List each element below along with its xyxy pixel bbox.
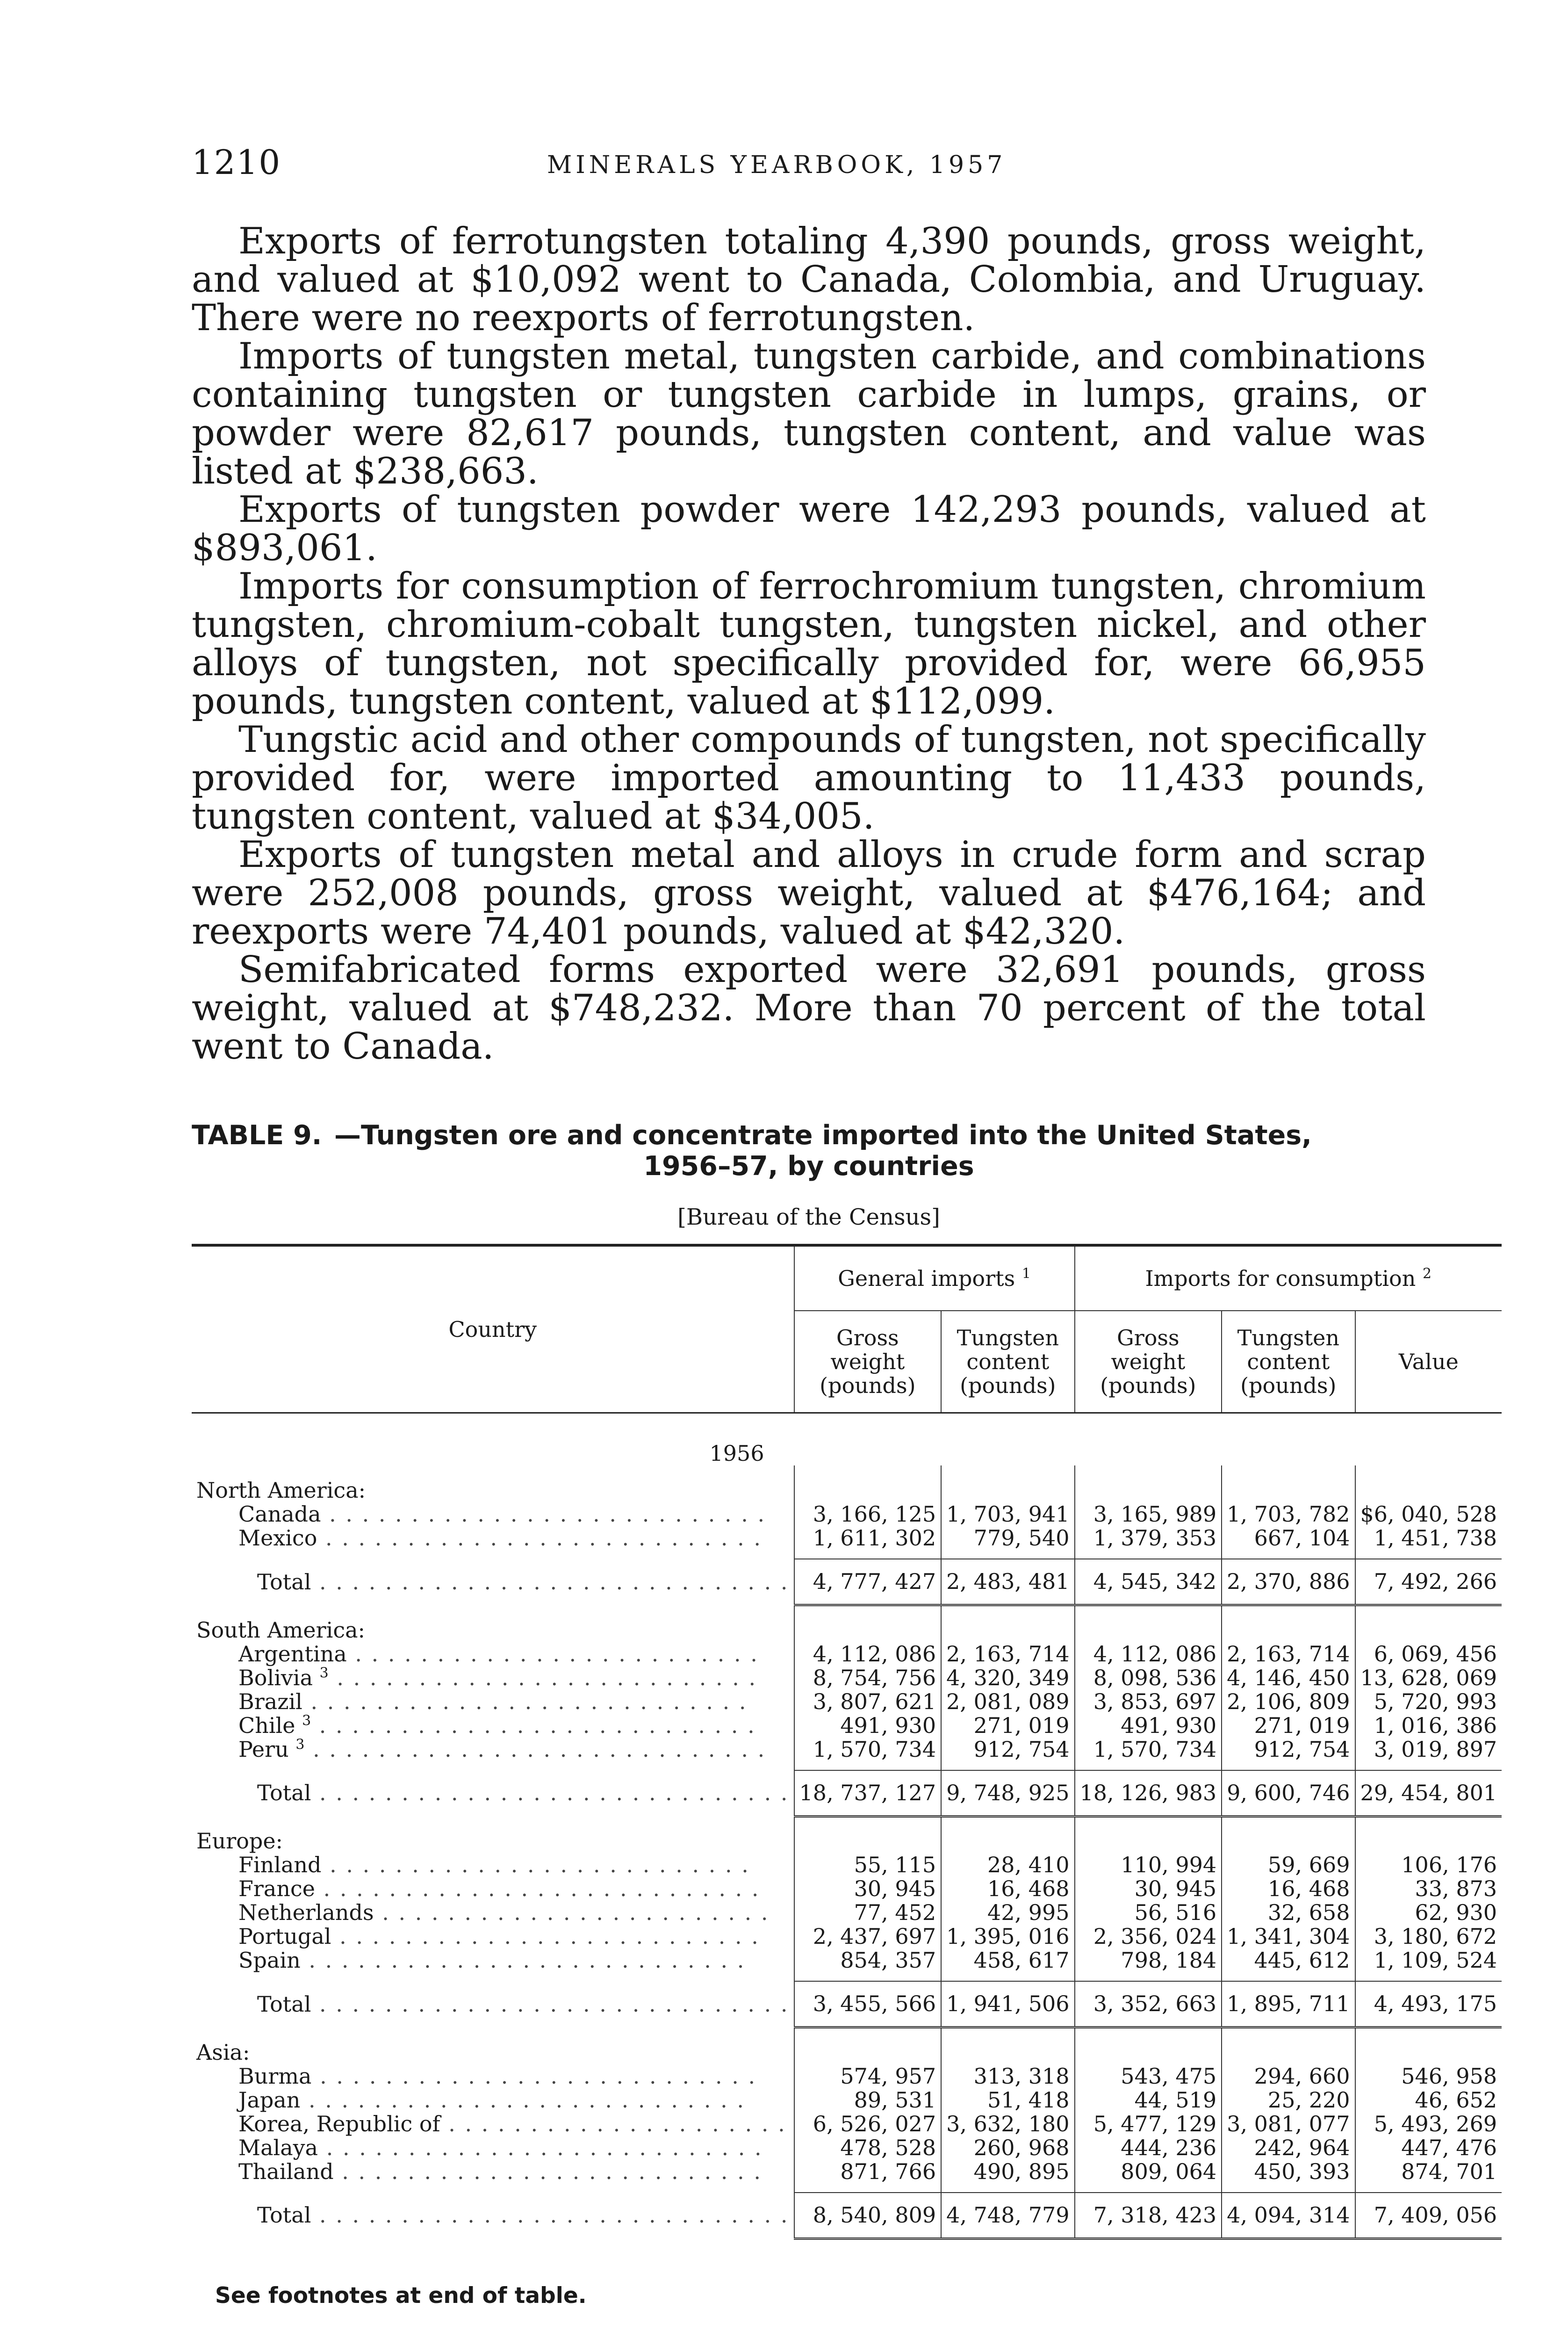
empty-cell <box>941 1605 1074 1642</box>
value-cell: 667, 104 <box>1222 1526 1355 1550</box>
country-cell <box>192 1714 794 1738</box>
total-label-cell <box>192 1981 794 2028</box>
value-cell: 62, 930 <box>1355 1901 1502 1925</box>
dot-leader: . . . . . . . . . . . . . . . . . . . . . . . . . . . <box>300 1948 746 1973</box>
country-cell <box>192 1948 794 1972</box>
year-label: 1956 <box>709 1441 764 1466</box>
total-value-cell: 8, 540, 809 <box>794 2193 942 2239</box>
total-label: Total <box>257 1991 311 2017</box>
total-label-cell <box>192 1559 794 1605</box>
value-cell: 44, 519 <box>1075 2088 1222 2112</box>
value-cell: 55, 115 <box>794 1853 942 1877</box>
region-row <box>192 2028 1502 2064</box>
empty-cell <box>1355 2028 1502 2064</box>
paragraph: Semifabricated forms exported were 32,691 pounds, gross weight, valued at $748,232. More than 70 percent of the total went to Canada. <box>192 949 1426 1068</box>
region-name: Europe: <box>196 1828 283 1854</box>
value-cell: 491, 930 <box>794 1714 942 1738</box>
value-cell: 543, 475 <box>1075 2064 1222 2088</box>
value-cell: 28, 410 <box>941 1853 1074 1877</box>
country-name: Japan <box>238 2087 301 2113</box>
spacer-row <box>192 1761 1502 1770</box>
value-cell: 2, 081, 089 <box>941 1690 1074 1714</box>
country-cell <box>192 1526 794 1550</box>
column-header-country: Country <box>192 1245 794 1413</box>
country-name: Finland <box>238 1852 322 1877</box>
paragraph: Exports of tungsten metal and alloys in crude form and scrap were 252,008 pounds, gross weight, valued at $476,164; and reexports were 74,401 pounds, valued at $42,320. <box>192 834 1426 953</box>
value-cell: 6, 526, 027 <box>794 2112 942 2136</box>
country-name: Brazil <box>238 1689 302 1714</box>
country-cell <box>192 2112 794 2136</box>
value-cell: 478, 528 <box>794 2136 942 2160</box>
value-cell: 809, 064 <box>1075 2160 1222 2184</box>
dot-leader: . . . . . . . . . . . . . . . . . . . . . . . . <box>374 1900 770 1925</box>
footnote-marker: 3 <box>302 1712 311 1729</box>
dot-leader: . . . . . . . . . . . . . . . . . . . . . . . . . . . <box>321 1501 766 1527</box>
country-name: Thailand <box>238 2158 334 2184</box>
empty-cell <box>1075 1816 1222 1853</box>
imports-table <box>192 1244 1502 2240</box>
empty-cell <box>1222 1550 1355 1559</box>
value-cell: 1, 570, 734 <box>794 1738 942 1761</box>
empty-cell <box>1222 1972 1355 1981</box>
total-label-cell <box>192 1770 794 1817</box>
value-cell: 1, 016, 386 <box>1355 1714 1502 1738</box>
dot-leader: . . . . . . . . . . . . . . . . . . . . . . . . . . . . . <box>311 1780 789 1806</box>
empty-cell <box>1075 1761 1222 1770</box>
value-cell: 42, 995 <box>941 1901 1074 1925</box>
empty-cell <box>192 1550 794 1559</box>
empty-cell <box>1355 1605 1502 1642</box>
total-row <box>192 1770 1502 1817</box>
empty-cell <box>1075 2028 1222 2064</box>
value-cell: 13, 628, 069 <box>1355 1666 1502 1690</box>
value-cell: 59, 669 <box>1222 1853 1355 1877</box>
dot-leader: . . . . . . . . . . . . . . . . . . . . . . . . . . <box>321 1852 750 1877</box>
table-row <box>192 1738 1502 1761</box>
value-cell: 2, 356, 024 <box>1075 1925 1222 1948</box>
value-cell: 450, 393 <box>1222 2160 1355 2184</box>
value-cell: 2, 163, 714 <box>941 1642 1074 1666</box>
spacer-row <box>192 1972 1502 1981</box>
value-cell: 5, 493, 269 <box>1355 2112 1502 2136</box>
table-row <box>192 2160 1502 2184</box>
value-cell: 4, 146, 450 <box>1222 1666 1355 1690</box>
value-cell: 1, 395, 016 <box>941 1925 1074 1948</box>
empty-cell <box>1222 2184 1355 2193</box>
country-name: Spain <box>238 1948 301 1973</box>
total-value-cell: 4, 493, 175 <box>1355 1981 1502 2028</box>
value-cell: 30, 945 <box>794 1877 942 1901</box>
value-cell: 25, 220 <box>1222 2088 1355 2112</box>
dot-leader: . . . . . . . . . . . . . . . . . . . . . . . . . . . <box>318 2135 763 2160</box>
total-value-cell: 1, 895, 711 <box>1222 1981 1355 2028</box>
value-cell: 447, 476 <box>1355 2136 1502 2160</box>
value-cell: 110, 994 <box>1075 1853 1222 1877</box>
dot-leader: . . . . . . . . . . . . . . . . . . . . . . . . . . . <box>315 1876 760 1901</box>
value-cell: 242, 964 <box>1222 2136 1355 2160</box>
table-row <box>192 1901 1502 1925</box>
value-cell: 46, 652 <box>1355 2088 1502 2112</box>
country-name: Portugal <box>238 1924 331 1949</box>
table-row <box>192 2112 1502 2136</box>
total-row <box>192 1559 1502 1605</box>
total-value-cell: 4, 777, 427 <box>794 1559 942 1605</box>
empty-cell <box>794 1465 942 1502</box>
value-cell: 271, 019 <box>1222 1714 1355 1738</box>
empty-cell <box>941 1816 1074 1853</box>
table-row <box>192 1690 1502 1714</box>
body-text <box>192 222 1426 1066</box>
value-cell: 32, 658 <box>1222 1901 1355 1925</box>
country-name: Netherlands <box>238 1900 374 1925</box>
country-cell <box>192 1901 794 1925</box>
page-number: 1210 <box>192 143 281 182</box>
footnote-marker: 1 <box>1021 1265 1031 1282</box>
country-name: Chile <box>238 1712 295 1738</box>
value-cell: 16, 468 <box>941 1877 1074 1901</box>
country-name: France <box>238 1876 315 1901</box>
value-cell: 260, 968 <box>941 2136 1074 2160</box>
total-value-cell: 7, 318, 423 <box>1075 2193 1222 2239</box>
paragraph: Tungstic acid and other compounds of tungsten, not specifically provided for, were imported amounting to 11,433 pounds, tungsten content, valued at $34,005. <box>192 719 1426 837</box>
value-cell: 4, 112, 086 <box>1075 1642 1222 1666</box>
table-row <box>192 1877 1502 1901</box>
value-cell: 106, 176 <box>1355 1853 1502 1877</box>
dot-leader: . . . . . . . . . . . . . . . . . . . . . . . . . . . <box>302 1689 748 1714</box>
total-value-cell: 3, 352, 663 <box>1075 1981 1222 2028</box>
value-cell: 30, 945 <box>1075 1877 1222 1901</box>
footnote-marker: 3 <box>295 1736 305 1753</box>
dot-leader: . . . . . . . . . . . . . . . . . . . . . . . . . . <box>331 1924 760 1949</box>
table-title-line2: 1956–57, by countries <box>643 1151 974 1182</box>
empty-cell <box>1222 1761 1355 1770</box>
empty-cell <box>794 1816 942 1853</box>
country-name: Argentina <box>238 1641 347 1667</box>
dot-leader: . . . . . . . . . . . . . . . . . . . . . . . . . . . <box>311 2063 757 2089</box>
running-head <box>192 143 1426 185</box>
value-cell: 5, 720, 993 <box>1355 1690 1502 1714</box>
paragraph: Imports for consumption of ferrochromium tungsten, chromium tungsten, chromium-cobalt tungsten, tungsten nickel, and other alloys of tungsten, not specifically provided for, were 66,955 pounds, tungsten content, valued at $112,099. <box>192 565 1426 722</box>
value-cell: 4, 112, 086 <box>794 1642 942 1666</box>
value-cell: 3, 165, 989 <box>1075 1502 1222 1526</box>
value-cell: 2, 163, 714 <box>1222 1642 1355 1666</box>
value-cell: 3, 807, 621 <box>794 1690 942 1714</box>
country-cell <box>192 1502 794 1526</box>
value-cell: 5, 477, 129 <box>1075 2112 1222 2136</box>
region-name: Asia: <box>196 2039 250 2065</box>
column-group-imports-for-consumption <box>1075 1245 1502 1311</box>
column-group-general-imports <box>794 1245 1075 1311</box>
country-name: Burma <box>238 2063 312 2089</box>
value-cell: 1, 109, 524 <box>1355 1948 1502 1972</box>
value-cell: 1, 341, 304 <box>1222 1925 1355 1948</box>
value-cell: 51, 418 <box>941 2088 1074 2112</box>
empty-cell <box>192 2184 794 2193</box>
empty-cell <box>1075 1605 1222 1642</box>
value-cell: 6, 069, 456 <box>1355 1642 1502 1666</box>
country-name: Bolivia <box>238 1665 313 1690</box>
table-row <box>192 1502 1502 1526</box>
dot-leader: . . . . . . . . . . . . . . . . . . . . . . . . . . . . <box>304 1736 766 1762</box>
table-row <box>192 1853 1502 1877</box>
table-row <box>192 1714 1502 1738</box>
value-cell: 3, 081, 077 <box>1222 2112 1355 2136</box>
table-title-line1: —Tungsten ore and concentrate imported into the United States, <box>334 1120 1312 1151</box>
value-cell: 3, 019, 897 <box>1355 1738 1502 1761</box>
empty-cell <box>192 1972 794 1981</box>
value-cell: 2, 106, 809 <box>1222 1690 1355 1714</box>
value-cell: 854, 357 <box>794 1948 942 1972</box>
total-value-cell: 18, 737, 127 <box>794 1770 942 1817</box>
value-cell: 77, 452 <box>794 1901 942 1925</box>
value-cell: 1, 703, 941 <box>941 1502 1074 1526</box>
dot-leader: . . . . . . . . . . . . . . . . . . . . . . . . . . . . . <box>311 1569 789 1595</box>
value-cell: 779, 540 <box>941 1526 1074 1550</box>
value-cell: 574, 957 <box>794 2064 942 2088</box>
value-cell: 2, 437, 697 <box>794 1925 942 1948</box>
value-cell: 491, 930 <box>1075 1714 1222 1738</box>
dot-leader: . . . . . . . . . . . . . . . . . . . . . . . . . . . <box>300 2087 745 2113</box>
table-row <box>192 2064 1502 2088</box>
total-label: Total <box>257 1569 311 1595</box>
footnote-marker: 2 <box>1423 1265 1432 1282</box>
country-name: Canada <box>238 1501 321 1527</box>
empty-cell <box>1222 1605 1355 1642</box>
country-cell <box>192 2160 794 2184</box>
total-value-cell: 18, 126, 983 <box>1075 1770 1222 1817</box>
table-row <box>192 2088 1502 2112</box>
total-row <box>192 2193 1502 2239</box>
table-row <box>192 1526 1502 1550</box>
empty-cell <box>794 2028 942 2064</box>
empty-cell <box>941 2184 1074 2193</box>
table-title <box>192 1120 1426 1182</box>
value-cell: 4, 320, 349 <box>941 1666 1074 1690</box>
empty-cell <box>794 1550 942 1559</box>
dot-leader: . . . . . . . . . . . . . . . . . . . . . . . . . . . <box>311 1712 756 1738</box>
empty-cell <box>941 2028 1074 2064</box>
value-cell: 16, 468 <box>1222 1877 1355 1901</box>
total-value-cell: 7, 492, 266 <box>1355 1559 1502 1605</box>
total-row <box>192 1981 1502 2028</box>
empty-cell <box>1075 1465 1222 1502</box>
region-name: South America: <box>196 1617 366 1643</box>
total-value-cell: 9, 748, 925 <box>941 1770 1074 1817</box>
table-row <box>192 1666 1502 1690</box>
table-row <box>192 1642 1502 1666</box>
column-header-gross-weight: Gross weight (pounds) <box>1075 1311 1222 1413</box>
dot-leader: . . . . . . . . . . . . . . . . . . . . . . . . . . <box>333 2158 762 2184</box>
region-row <box>192 1816 1502 1853</box>
value-cell: 271, 019 <box>941 1714 1074 1738</box>
empty-cell <box>794 1605 942 1642</box>
total-label: Total <box>257 2202 311 2228</box>
dot-leader: . . . . . . . . . . . . . . . . . . . . . . . . . . . . . <box>311 2202 789 2228</box>
total-value-cell: 29, 454, 801 <box>1355 1770 1502 1817</box>
table-row <box>192 1948 1502 1972</box>
region-row <box>192 1605 1502 1642</box>
empty-cell <box>1075 1972 1222 1981</box>
empty-cell <box>794 2184 942 2193</box>
value-cell: 33, 873 <box>1355 1877 1502 1901</box>
country-cell <box>192 1877 794 1901</box>
value-cell: 1, 570, 734 <box>1075 1738 1222 1761</box>
value-cell: 1, 451, 738 <box>1355 1526 1502 1550</box>
empty-cell <box>1355 1550 1502 1559</box>
country-cell <box>192 1666 794 1690</box>
empty-cell <box>794 1972 942 1981</box>
empty-cell <box>1222 1816 1355 1853</box>
journal-title: MINERALS YEARBOOK, 1957 <box>547 151 1007 179</box>
empty-cell <box>1075 1550 1222 1559</box>
value-cell: 458, 617 <box>941 1948 1074 1972</box>
paragraph: Imports of tungsten metal, tungsten carbide, and combinations containing tungsten or tungsten carbide in lumps, grains, or powder were 82,617 pounds, tungsten content, and value was listed at $238,663. <box>192 335 1426 492</box>
total-value-cell: 1, 941, 506 <box>941 1981 1074 2028</box>
value-cell: 294, 660 <box>1222 2064 1355 2088</box>
spacer-row <box>192 2184 1502 2193</box>
column-header-tungsten-content: Tungsten content (pounds) <box>1222 1311 1355 1413</box>
country-cell <box>192 2064 794 2088</box>
country-cell <box>192 1853 794 1877</box>
value-cell: 313, 318 <box>941 2064 1074 2088</box>
dot-leader: . . . . . . . . . . . . . . . . . . . . . . . . . . . . . <box>311 1991 789 2017</box>
empty-cell <box>941 1972 1074 1981</box>
country-cell <box>192 1642 794 1666</box>
total-label: Total <box>257 1780 311 1806</box>
value-cell: 8, 754, 756 <box>794 1666 942 1690</box>
country-name: Peru <box>238 1736 289 1762</box>
dot-leader: . . . . . . . . . . . . . . . . . . . . . . . . . . . <box>317 1525 762 1551</box>
value-cell: 874, 701 <box>1355 2160 1502 2184</box>
value-cell: 1, 611, 302 <box>794 1526 942 1550</box>
value-cell: 444, 236 <box>1075 2136 1222 2160</box>
empty-cell <box>1075 2184 1222 2193</box>
footnote-reference: See footnotes at end of table. <box>215 2283 587 2309</box>
value-cell: 798, 184 <box>1075 1948 1222 1972</box>
value-cell: 3, 180, 672 <box>1355 1925 1502 1948</box>
value-cell: 871, 766 <box>794 2160 942 2184</box>
total-value-cell: 9, 600, 746 <box>1222 1770 1355 1817</box>
general-imports-label: General imports <box>838 1265 1015 1291</box>
value-cell: 3, 166, 125 <box>794 1502 942 1526</box>
empty-cell <box>1355 2184 1502 2193</box>
total-value-cell: 2, 483, 481 <box>941 1559 1074 1605</box>
column-header-tungsten-content: Tungsten content (pounds) <box>941 1311 1074 1413</box>
total-value-cell: 7, 409, 056 <box>1355 2193 1502 2239</box>
empty-cell <box>941 1550 1074 1559</box>
dot-leader: . . . . . . . . . . . . . . . . . . . . . <box>440 2111 786 2136</box>
value-cell: 3, 632, 180 <box>941 2112 1074 2136</box>
paragraph: Exports of ferrotungsten totaling 4,390 pounds, gross weight, and valued at $10,092 went to Canada, Colombia, and Uruguay. There were no reexports of ferrotungsten. <box>192 220 1426 339</box>
table-source: [Bureau of the Census] <box>677 1204 940 1230</box>
value-cell: 912, 754 <box>1222 1738 1355 1761</box>
total-value-cell: 4, 748, 779 <box>941 2193 1074 2239</box>
total-value-cell: 4, 094, 314 <box>1222 2193 1355 2239</box>
empty-cell <box>794 1761 942 1770</box>
country-cell <box>192 2136 794 2160</box>
empty-cell <box>1222 2028 1355 2064</box>
dot-leader: . . . . . . . . . . . . . . . . . . . . . . . . . . <box>328 1665 757 1690</box>
table-body <box>192 1413 1502 2239</box>
table-row <box>192 2136 1502 2160</box>
region-row <box>192 1465 1502 1502</box>
country-cell <box>192 1690 794 1714</box>
value-cell: 8, 098, 536 <box>1075 1666 1222 1690</box>
empty-cell <box>1222 1465 1355 1502</box>
spacer-row <box>192 1550 1502 1559</box>
region-name: North America: <box>196 1478 366 1503</box>
country-cell <box>192 1738 794 1761</box>
country-name: Korea, Republic of <box>238 2111 440 2136</box>
empty-cell <box>1355 1761 1502 1770</box>
empty-cell <box>1355 1816 1502 1853</box>
empty-cell <box>941 1465 1074 1502</box>
table-row <box>192 1925 1502 1948</box>
country-name: Malaya <box>238 2135 318 2160</box>
empty-cell <box>192 1761 794 1770</box>
footnote-marker: 3 <box>319 1665 329 1681</box>
value-cell: 912, 754 <box>941 1738 1074 1761</box>
value-cell: 546, 958 <box>1355 2064 1502 2088</box>
total-label-cell <box>192 2193 794 2239</box>
value-cell: 56, 516 <box>1075 1901 1222 1925</box>
dot-leader: . . . . . . . . . . . . . . . . . . . . . . . . . <box>346 1641 759 1667</box>
total-value-cell: 4, 545, 342 <box>1075 1559 1222 1605</box>
value-cell: $6, 040, 528 <box>1355 1502 1502 1526</box>
column-header-value: Value <box>1355 1311 1502 1413</box>
country-cell <box>192 1925 794 1948</box>
total-value-cell: 2, 370, 886 <box>1222 1559 1355 1605</box>
paragraph: Exports of tungsten powder were 142,293 pounds, valued at $893,061. <box>192 489 1426 569</box>
empty-cell <box>1355 1465 1502 1502</box>
country-name: Mexico <box>238 1525 317 1551</box>
empty-cell <box>941 1761 1074 1770</box>
value-cell: 490, 895 <box>941 2160 1074 2184</box>
table-label: TABLE 9. <box>192 1120 322 1151</box>
column-header-gross-weight: Gross weight (pounds) <box>794 1311 942 1413</box>
value-cell: 1, 703, 782 <box>1222 1502 1355 1526</box>
value-cell: 445, 612 <box>1222 1948 1355 1972</box>
year-row <box>192 1413 1502 1466</box>
value-cell: 1, 379, 353 <box>1075 1526 1222 1550</box>
value-cell: 3, 853, 697 <box>1075 1690 1222 1714</box>
total-value-cell: 3, 455, 566 <box>794 1981 942 2028</box>
empty-cell <box>1355 1972 1502 1981</box>
country-cell <box>192 2088 794 2112</box>
imports-for-consumption-label: Imports for consumption <box>1145 1265 1416 1291</box>
value-cell: 89, 531 <box>794 2088 942 2112</box>
